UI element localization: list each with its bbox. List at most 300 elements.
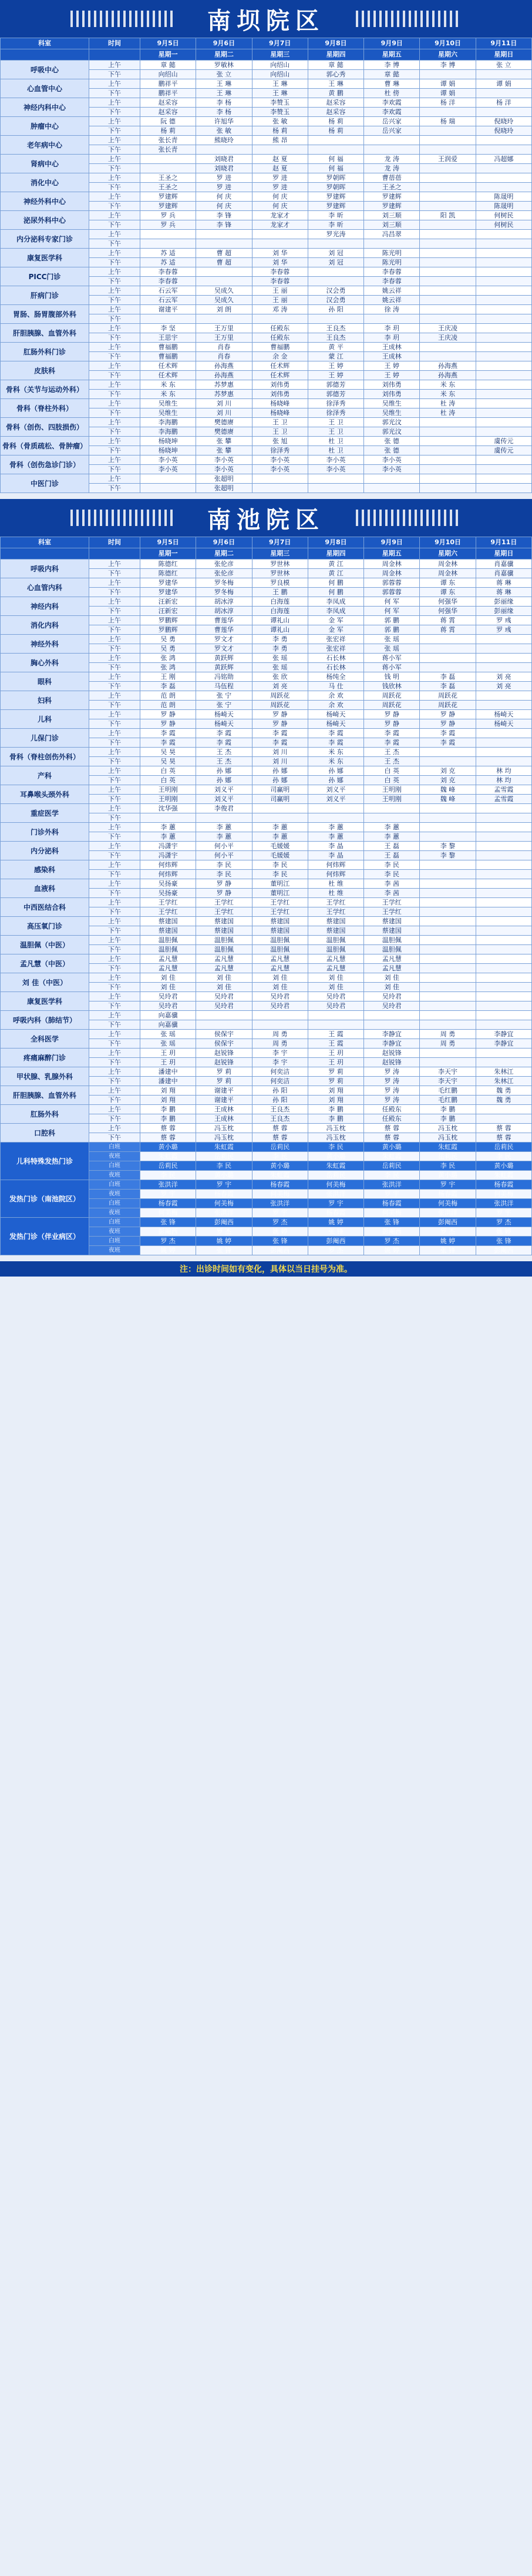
doctor-cell: 张宏祥 (308, 644, 363, 654)
table-row (1, 305, 532, 314)
doctor-cell (364, 474, 420, 484)
dept-cell: 血液科 (1, 879, 89, 898)
doctor-cell: 刘 川 (252, 757, 308, 766)
doctor-cell: 吴玲君 (364, 992, 420, 1001)
doctor-cell (420, 926, 476, 936)
doctor-cell: 刘 佳 (196, 973, 252, 983)
dept-cell: 高压氧门诊 (1, 917, 89, 936)
doctor-cell (252, 1011, 308, 1020)
doctor-cell: 李 黎 (420, 842, 476, 851)
doctor-cell: 汉会勇 (308, 296, 363, 305)
doctor-cell: 李 民 (364, 860, 420, 870)
doctor-cell (476, 305, 531, 314)
doctor-cell: 李 杨 (196, 98, 252, 108)
doctor-cell: 罗 杰 (252, 1218, 308, 1227)
dept-cell: 眼科 (1, 672, 89, 691)
time-cell: 下午 (89, 484, 140, 493)
doctor-cell: 杨晓坤 (140, 437, 196, 446)
doctor-cell: 蔡建国 (140, 917, 196, 926)
table-row (1, 710, 532, 719)
time-cell: 下午 (89, 832, 140, 842)
doctor-cell: 侯保宇 (196, 1030, 252, 1039)
doctor-cell: 潘建中 (140, 1077, 196, 1086)
dept-cell: 消化中心 (1, 173, 89, 192)
doctor-cell (252, 239, 308, 249)
doctor-cell: 张 锋 (364, 1218, 420, 1227)
doctor-cell: 赵采容 (140, 98, 196, 108)
doctor-cell: 冯潇宇 (140, 842, 196, 851)
table-row (1, 654, 532, 663)
doctor-cell: 李 杨 (196, 108, 252, 117)
doctor-cell (476, 173, 531, 183)
doctor-cell: 王 杰 (364, 757, 420, 766)
doctor-cell (420, 136, 476, 145)
doctor-cell: 郭光汶 (364, 418, 420, 427)
time-cell: 上午 (89, 361, 140, 371)
doctor-cell: 王 丽 (252, 286, 308, 296)
time-cell: 上午 (89, 823, 140, 832)
doctor-cell: 李春蓉 (252, 267, 308, 277)
dept-cell: 心血管内科 (1, 578, 89, 597)
doctor-cell: 李 霞 (420, 729, 476, 738)
doctor-cell: 罗 宇 (140, 1190, 196, 1199)
doctor-cell: 李 霞 (420, 738, 476, 748)
doctor-cell: 杨春霞 (140, 1199, 196, 1208)
doctor-cell: 曹莲华 (196, 616, 252, 625)
doctor-cell (476, 343, 531, 352)
doctor-cell: 李 霞 (308, 738, 363, 748)
doctor-cell (420, 484, 476, 493)
time-cell: 下午 (89, 701, 140, 710)
doctor-cell: 罗建辉 (364, 202, 420, 211)
doctor-cell: 魏 峰 (420, 785, 476, 795)
doctor-cell: 刘 亮 (252, 682, 308, 691)
doctor-cell: 龙 涛 (364, 164, 420, 173)
doctor-cell: 李 黎 (420, 851, 476, 860)
dept-header: 科室 (1, 537, 89, 548)
doctor-cell: 张 瑶 (364, 635, 420, 644)
time-cell: 下午 (89, 738, 140, 748)
doctor-cell (476, 239, 531, 249)
doctor-cell: 刘 翔 (308, 1086, 363, 1096)
doctor-cell: 吴玲君 (196, 992, 252, 1001)
time-cell: 夜班 (89, 1171, 140, 1180)
doctor-cell: 刘三顺 (364, 220, 420, 230)
date-header: 9月10日 (420, 537, 476, 548)
doctor-cell: 王成林 (364, 343, 420, 352)
doctor-cell (476, 249, 531, 258)
doctor-cell: 王 玥 (140, 1049, 196, 1058)
table-row (1, 691, 532, 701)
doctor-cell: 赵 夏 (252, 164, 308, 173)
doctor-cell: 李 霞 (140, 738, 196, 748)
table-row (1, 1124, 532, 1133)
doctor-cell: 刘 佳 (308, 973, 363, 983)
date-header: 9月10日 (420, 38, 476, 49)
doctor-cell (364, 484, 420, 493)
table-row (1, 973, 532, 983)
doctor-cell: 白 英 (364, 776, 420, 785)
doctor-cell (476, 870, 531, 879)
doctor-cell: 蔡 蓉 (252, 1133, 308, 1143)
doctor-cell (476, 136, 531, 145)
doctor-cell: 姚 婷 (364, 1246, 420, 1255)
time-cell: 上午 (89, 616, 140, 625)
doctor-cell: 谭 娟 (420, 79, 476, 89)
doctor-cell (420, 296, 476, 305)
doctor-cell: 张 立 (196, 70, 252, 79)
time-cell: 上午 (89, 98, 140, 108)
doctor-cell (420, 954, 476, 964)
doctor-cell: 王 丽 (252, 296, 308, 305)
doctor-cell: 孙海燕 (196, 361, 252, 371)
dept-cell: 门诊外科 (1, 823, 89, 842)
weekday-header: 星期六 (420, 548, 476, 560)
section-gap (0, 1255, 532, 1261)
time-cell: 下午 (89, 964, 140, 973)
doctor-cell (476, 380, 531, 390)
doctor-cell: 黄小璐 (196, 1171, 252, 1180)
doctor-cell: 李凤成 (308, 607, 363, 616)
doctor-cell: 李 蕙 (308, 823, 363, 832)
time-cell: 上午 (89, 230, 140, 239)
doctor-cell: 苏梦惠 (196, 390, 252, 399)
section-title: 南池院区 (207, 505, 325, 534)
header-row (1, 38, 532, 49)
doctor-cell: 孙海燕 (196, 371, 252, 380)
date-header: 9月5日 (140, 38, 196, 49)
doctor-cell: 李 民 (252, 860, 308, 870)
doctor-cell: 龙 涛 (364, 155, 420, 164)
doctor-cell: 罗 莉 (196, 1077, 252, 1086)
doctor-cell: 李 蕙 (196, 823, 252, 832)
dept-cell: 泌尿外科中心 (1, 211, 89, 230)
doctor-cell: 王学红 (252, 907, 308, 917)
doctor-cell: 刘晓君 (196, 155, 252, 164)
doctor-cell: 彭阉西 (252, 1246, 308, 1255)
doctor-cell (420, 1049, 476, 1058)
doctor-cell: 杨纯全 (308, 672, 363, 682)
doctor-cell: 白 英 (364, 766, 420, 776)
doctor-cell: 蒋小军 (364, 663, 420, 672)
table-row (1, 1105, 532, 1114)
doctor-cell: 王 杰 (196, 748, 252, 757)
doctor-cell: 吴玲君 (252, 992, 308, 1001)
doctor-cell: 罗 杰 (140, 1237, 196, 1246)
table-row (1, 211, 532, 220)
doctor-cell: 王学红 (308, 907, 363, 917)
doctor-cell: 周 勇 (252, 1030, 308, 1039)
dept-cell: 骨科（脊柱创伤外科） (1, 748, 89, 766)
dept-cell: 胃肠、肠胃腹部外科 (1, 305, 89, 324)
doctor-cell: 黄 平 (308, 343, 363, 352)
doctor-cell: 米 东 (140, 390, 196, 399)
doctor-cell (252, 230, 308, 239)
doctor-cell: 章 懿 (140, 61, 196, 70)
doctor-cell: 李 蕙 (252, 823, 308, 832)
doctor-cell: 魏 勇 (476, 1096, 531, 1105)
doctor-cell: 王圣之 (364, 183, 420, 192)
doctor-cell: 鹏祥平 (140, 79, 196, 89)
dept-cell: 肿瘤中心 (1, 117, 89, 136)
table-row (1, 635, 532, 644)
date-header: 9月11日 (476, 537, 531, 548)
dept-cell: 全科医学 (1, 1030, 89, 1049)
doctor-cell: 李 昕 (308, 211, 363, 220)
doctor-cell: 李静宜 (476, 1039, 531, 1049)
doctor-cell (196, 314, 252, 324)
doctor-cell: 倪晓玲 (476, 126, 531, 136)
doctor-cell: 郭光汶 (364, 427, 420, 437)
dept-cell: 肛肠外科门诊 (1, 343, 89, 361)
weekday-row (1, 49, 532, 61)
doctor-cell: 张 锋 (196, 1246, 252, 1255)
doctor-cell (476, 691, 531, 701)
doctor-cell: 王圣之 (140, 173, 196, 183)
doctor-cell: 李 民 (196, 1161, 252, 1171)
doctor-cell: 谢建平 (196, 1086, 252, 1096)
time-cell: 上午 (89, 748, 140, 757)
doctor-cell: 李 霞 (252, 738, 308, 748)
doctor-cell: 蔡建国 (364, 926, 420, 936)
doctor-cell: 罗 静 (420, 710, 476, 719)
doctor-cell: 孟凡慧 (140, 954, 196, 964)
date-header: 9月9日 (364, 38, 420, 49)
weekday-header: 星期一 (140, 49, 196, 61)
doctor-cell: 李小英 (252, 465, 308, 474)
doctor-cell (308, 474, 363, 484)
doctor-cell: 李 蕙 (140, 832, 196, 842)
doctor-cell: 王学红 (364, 898, 420, 907)
time-cell: 上午 (89, 192, 140, 202)
doctor-cell (364, 804, 420, 813)
doctor-cell: 何美梅 (252, 1190, 308, 1199)
doctor-cell: 王 霞 (308, 1039, 363, 1049)
doctor-cell: 何美梅 (196, 1199, 252, 1208)
doctor-cell: 罗建辉 (308, 192, 363, 202)
doctor-cell: 姚云祥 (364, 286, 420, 296)
time-cell: 下午 (89, 277, 140, 286)
doctor-cell: 任术辉 (252, 361, 308, 371)
doctor-cell: 李海鹏 (140, 418, 196, 427)
time-cell: 上午 (89, 917, 140, 926)
section-banner (0, 499, 532, 537)
time-cell: 下午 (89, 202, 140, 211)
doctor-cell: 罗 宇 (476, 1208, 531, 1218)
doctor-cell (476, 889, 531, 898)
doctor-cell: 罗 进 (252, 173, 308, 183)
doctor-cell: 罗建辉 (308, 202, 363, 211)
doctor-cell: 孟凡慧 (196, 964, 252, 973)
doctor-cell: 苏梦惠 (196, 380, 252, 390)
time-cell: 上午 (89, 936, 140, 945)
doctor-cell: 李小英 (308, 455, 363, 465)
doctor-cell (420, 343, 476, 352)
doctor-cell: 李 民 (308, 1143, 363, 1152)
doctor-cell: 刘伟勇 (252, 390, 308, 399)
dept-cell: 心血管中心 (1, 79, 89, 98)
dept-cell: 儿保门诊 (1, 729, 89, 748)
doctor-cell: 蔡建国 (196, 926, 252, 936)
doctor-cell: 李小英 (140, 465, 196, 474)
doctor-cell: 杜 维 (308, 889, 363, 898)
doctor-cell: 李 蕙 (308, 832, 363, 842)
dept-cell: 肝病门诊 (1, 286, 89, 305)
doctor-cell: 王学红 (140, 907, 196, 917)
table-row (1, 560, 532, 569)
doctor-cell: 岳莉民 (476, 1143, 531, 1152)
doctor-cell (420, 164, 476, 173)
dept-header: 科室 (1, 38, 89, 49)
doctor-cell (420, 418, 476, 427)
time-cell: 夜班 (89, 1208, 140, 1218)
doctor-cell: 王 玥 (308, 1058, 363, 1067)
doctor-cell: 罗 杰 (196, 1227, 252, 1237)
time-cell: 上午 (89, 399, 140, 408)
doctor-cell (476, 296, 531, 305)
doctor-cell: 彭丽缘 (476, 607, 531, 616)
dept-cell: 皮肤科 (1, 361, 89, 380)
doctor-cell: 谭 东 (420, 588, 476, 597)
doctor-cell (364, 136, 420, 145)
doctor-cell: 彭丽缘 (476, 597, 531, 607)
doctor-cell: 白海莲 (252, 597, 308, 607)
dept-cell: 发热门诊（南池院区） (1, 1180, 89, 1218)
doctor-cell (476, 1105, 531, 1114)
doctor-cell (308, 267, 363, 277)
doctor-cell: 任术辉 (252, 371, 308, 380)
doctor-cell (476, 992, 531, 1001)
doctor-cell: 岳兴家 (364, 126, 420, 136)
doctor-cell: 吴 勇 (140, 635, 196, 644)
doctor-cell: 吴玲君 (140, 1001, 196, 1011)
doctor-cell: 朱虹霞 (196, 1143, 252, 1152)
doctor-cell: 张洪洋 (196, 1208, 252, 1218)
table-row (1, 597, 532, 607)
doctor-cell: 蔡 蓉 (476, 1133, 531, 1143)
doctor-cell: 张长青 (140, 145, 196, 155)
doctor-cell: 李 霞 (364, 729, 420, 738)
table-row (1, 1011, 532, 1020)
doctor-cell: 彭阉西 (308, 1237, 363, 1246)
doctor-cell: 周跃花 (364, 691, 420, 701)
doctor-cell: 刘 亮 (476, 672, 531, 682)
doctor-cell (196, 230, 252, 239)
weekday-header (89, 49, 140, 61)
doctor-cell: 罗鹏辉 (140, 616, 196, 625)
doctor-cell: 罗建华 (140, 578, 196, 588)
doctor-cell (476, 371, 531, 380)
doctor-cell: 王 琳 (308, 79, 363, 89)
doctor-cell: 刘 佳 (196, 983, 252, 992)
doctor-cell: 周跃花 (364, 701, 420, 710)
doctor-cell: 董明江 (252, 889, 308, 898)
doctor-cell: 曹 超 (196, 249, 252, 258)
doctor-cell: 毛红鹏 (420, 1096, 476, 1105)
doctor-cell: 罗世林 (252, 560, 308, 569)
dept-cell: 神经外科 (1, 635, 89, 654)
doctor-cell: 毛媛媛 (252, 851, 308, 860)
doctor-cell: 张 锋 (252, 1237, 308, 1246)
time-cell: 下午 (89, 983, 140, 992)
doctor-cell: 杨崎天 (196, 710, 252, 719)
doctor-cell: 姚 婷 (196, 1237, 252, 1246)
doctor-cell: 郭蓉蓉 (364, 578, 420, 588)
doctor-cell: 刘义平 (308, 785, 363, 795)
doctor-cell: 孟凡慧 (140, 964, 196, 973)
doctor-cell: 曹蓓蓓 (364, 173, 420, 183)
doctor-cell: 杨崎天 (308, 710, 363, 719)
table-row (1, 437, 532, 446)
doctor-cell: 彭阉西 (420, 1218, 476, 1227)
doctor-cell: 林 均 (476, 776, 531, 785)
doctor-cell: 黄跃辉 (196, 654, 252, 663)
doctor-cell: 米 东 (308, 757, 363, 766)
doctor-cell: 杨春霞 (308, 1208, 363, 1218)
doctor-cell: 王圣之 (140, 183, 196, 192)
time-cell: 上午 (89, 785, 140, 795)
doctor-cell (252, 145, 308, 155)
doctor-cell: 温胆佩 (252, 945, 308, 954)
doctor-cell (420, 1020, 476, 1030)
time-cell: 下午 (89, 465, 140, 474)
doctor-cell: 彭阉西 (364, 1227, 420, 1237)
time-cell: 下午 (89, 108, 140, 117)
doctor-cell (476, 145, 531, 155)
doctor-cell (476, 842, 531, 851)
date-header: 9月7日 (252, 537, 308, 548)
dept-cell: 孟凡慧（中医） (1, 954, 89, 973)
doctor-cell: 黄 江 (308, 560, 363, 569)
doctor-cell: 周跃花 (252, 701, 308, 710)
doctor-cell: 王良杰 (252, 1105, 308, 1114)
doctor-cell: 李小英 (196, 455, 252, 465)
doctor-cell: 罗 静 (252, 719, 308, 729)
doctor-cell: 蔡建国 (308, 917, 363, 926)
doctor-cell: 张 德 (364, 437, 420, 446)
doctor-cell: 罗 进 (196, 173, 252, 183)
doctor-cell (420, 352, 476, 361)
section-banner (0, 0, 532, 38)
doctor-cell (420, 644, 476, 654)
doctor-cell (308, 484, 363, 493)
table-row (1, 399, 532, 408)
doctor-cell: 李天宇 (420, 1067, 476, 1077)
doctor-cell (196, 267, 252, 277)
doctor-cell: 苏 适 (140, 258, 196, 267)
doctor-cell: 刘伟勇 (252, 380, 308, 390)
time-cell: 夜班 (89, 1152, 140, 1161)
time-cell: 上午 (89, 1030, 140, 1039)
doctor-cell (140, 314, 196, 324)
doctor-cell (420, 654, 476, 663)
doctor-cell: 蔡建国 (252, 917, 308, 926)
doctor-cell: 何小平 (196, 842, 252, 851)
doctor-cell (252, 813, 308, 823)
time-cell: 下午 (89, 907, 140, 917)
doctor-cell: 肖嘉骥 (476, 569, 531, 578)
doctor-cell: 苏 适 (140, 249, 196, 258)
doctor-cell: 谭礼山 (252, 616, 308, 625)
doctor-cell: 刘 佳 (140, 973, 196, 983)
doctor-cell: 孙 阳 (308, 305, 363, 314)
table-row (1, 992, 532, 1001)
doctor-cell: 李 昕 (308, 220, 363, 230)
dept-cell: 肾病中心 (1, 155, 89, 173)
doctor-cell (364, 145, 420, 155)
table-row (1, 616, 532, 625)
doctor-cell: 冯玉枕 (308, 1133, 363, 1143)
